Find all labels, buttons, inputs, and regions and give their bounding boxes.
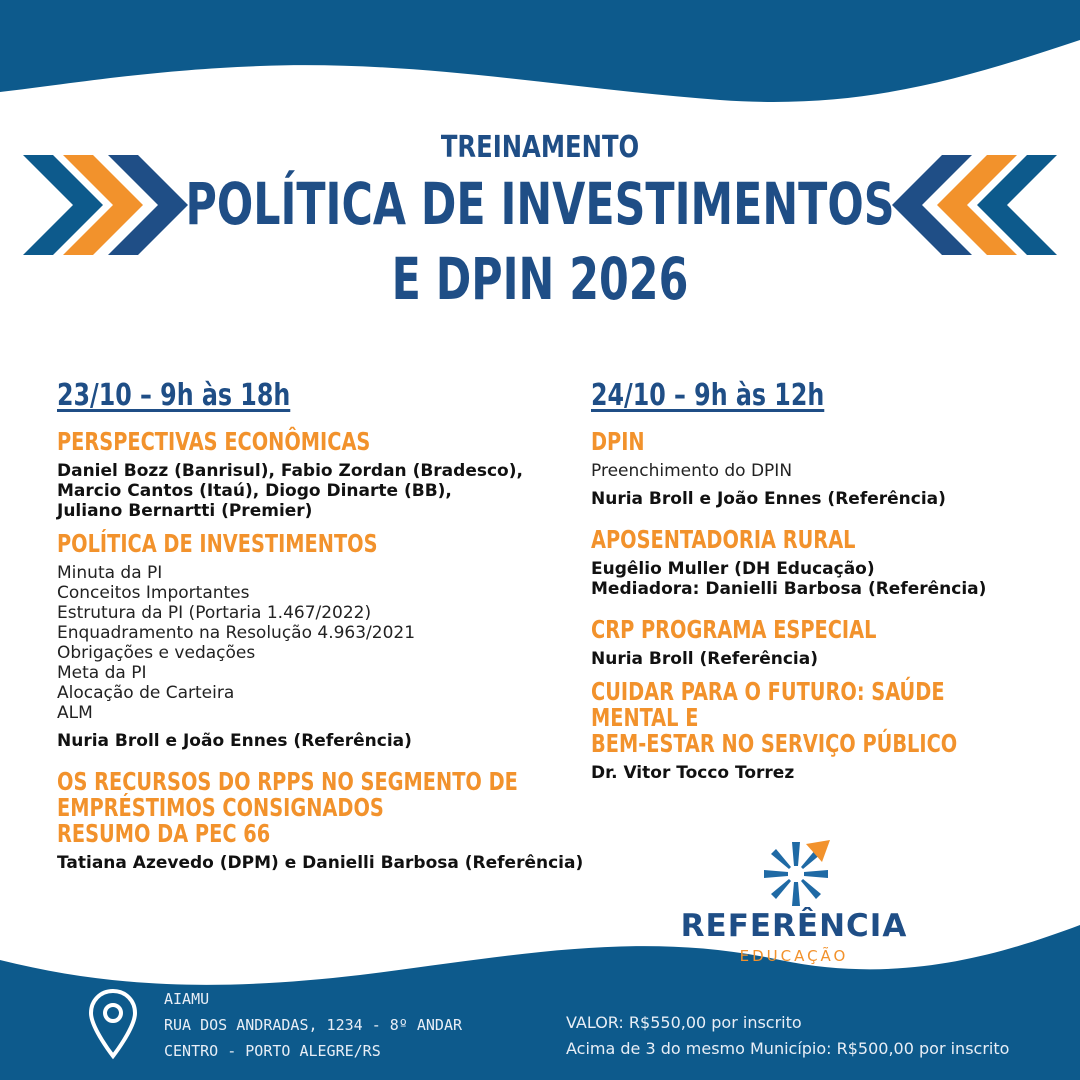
section-title: DPIN <box>591 427 645 456</box>
price-line1: VALOR: R$550,00 por inscrito <box>566 1013 802 1032</box>
topic-line: Enquadramento na Resolução 4.963/2021 <box>57 623 416 643</box>
pricing <box>566 1010 1009 1062</box>
speakers-line: Daniel Bozz (Banrisul), Fabio Zordan (Bradesco), <box>57 461 523 481</box>
venue-name: AIAMU <box>164 990 210 1008</box>
section-cuidar <box>591 679 1061 783</box>
price-line2: Acima de 3 do mesmo Município: R$500,00 por inscrito <box>566 1039 1010 1058</box>
speakers-line: Eugêlio Muller (DH Educação) <box>591 559 875 579</box>
speakers-line: Nuria Broll e João Ennes (Referência) <box>57 731 412 751</box>
event-kicker: TREINAMENTO <box>440 130 640 165</box>
topic-line: Obrigações e vedações <box>57 643 256 663</box>
day2-date: 24/10 – 9h às 12h <box>591 378 825 413</box>
section-title: EMPRÉSTIMOS CONSIGNADOS <box>57 793 384 822</box>
venue-address <box>164 986 462 1064</box>
event-title-line2: E DPIN 2026 <box>391 245 689 313</box>
day2-column <box>591 378 1061 793</box>
speakers-line: Mediadora: Danielli Barbosa (Referência) <box>591 579 987 599</box>
topic-line: Minuta da PI <box>57 563 163 583</box>
speakers-line: Nuria Broll e João Ennes (Referência) <box>591 489 946 509</box>
event-title-line1: POLÍTICA DE INVESTIMENTOS <box>185 170 895 238</box>
section-aposentadoria <box>591 527 1061 599</box>
speakers-line: Juliano Bernartti (Premier) <box>57 501 313 521</box>
topic-line: Alocação de Carteira <box>57 683 235 703</box>
speakers-line: Marcio Cantos (Itaú), Diogo Dinarte (BB), <box>57 481 452 501</box>
section-dpin <box>591 429 1061 509</box>
location-pin-icon <box>88 988 138 1060</box>
speakers-line: Nuria Broll (Referência) <box>591 649 819 669</box>
topic-line: Estrutura da PI (Portaria 1.467/2022) <box>57 603 372 623</box>
section-politica <box>57 531 537 751</box>
day1-column <box>57 378 584 883</box>
section-title: POLÍTICA DE INVESTIMENTOS <box>57 529 378 558</box>
address-line2: CENTRO - PORTO ALEGRE/RS <box>164 1042 381 1060</box>
speakers-line: Dr. Vitor Tocco Torrez <box>591 763 795 783</box>
topic-line: ALM <box>57 703 93 723</box>
section-crp <box>591 617 1061 669</box>
section-title: CUIDAR PARA O FUTURO: SAÚDE MENTAL E <box>591 677 945 732</box>
address-line1: RUA DOS ANDRADAS, 1234 - 8º ANDAR <box>164 1016 463 1034</box>
section-perspectivas <box>57 429 537 521</box>
section-title: APOSENTADORIA RURAL <box>591 525 856 554</box>
topic-line: Meta da PI <box>57 663 147 683</box>
topic-line: Conceitos Importantes <box>57 583 250 603</box>
section-title: RESUMO DA PEC 66 <box>57 819 271 848</box>
section-title: PERSPECTIVAS ECONÔMICAS <box>57 427 371 456</box>
topic-line: Preenchimento do DPIN <box>591 461 793 481</box>
day1-date: 23/10 – 9h às 18h <box>57 378 291 413</box>
section-title: OS RECURSOS DO RPPS NO SEGMENTO DE <box>57 767 518 796</box>
section-title: CRP PROGRAMA ESPECIAL <box>591 615 877 644</box>
section-recursos-rpps <box>57 767 584 873</box>
section-title: BEM-ESTAR NO SERVIÇO PÚBLICO <box>591 729 958 758</box>
speakers-line: Tatiana Azevedo (DPM) e Danielli Barbosa (Referência) <box>57 853 584 873</box>
logo-subtitle: EDUCAÇÃO <box>739 947 849 965</box>
logo-wordmark: REFERÊNCIA <box>680 908 908 944</box>
